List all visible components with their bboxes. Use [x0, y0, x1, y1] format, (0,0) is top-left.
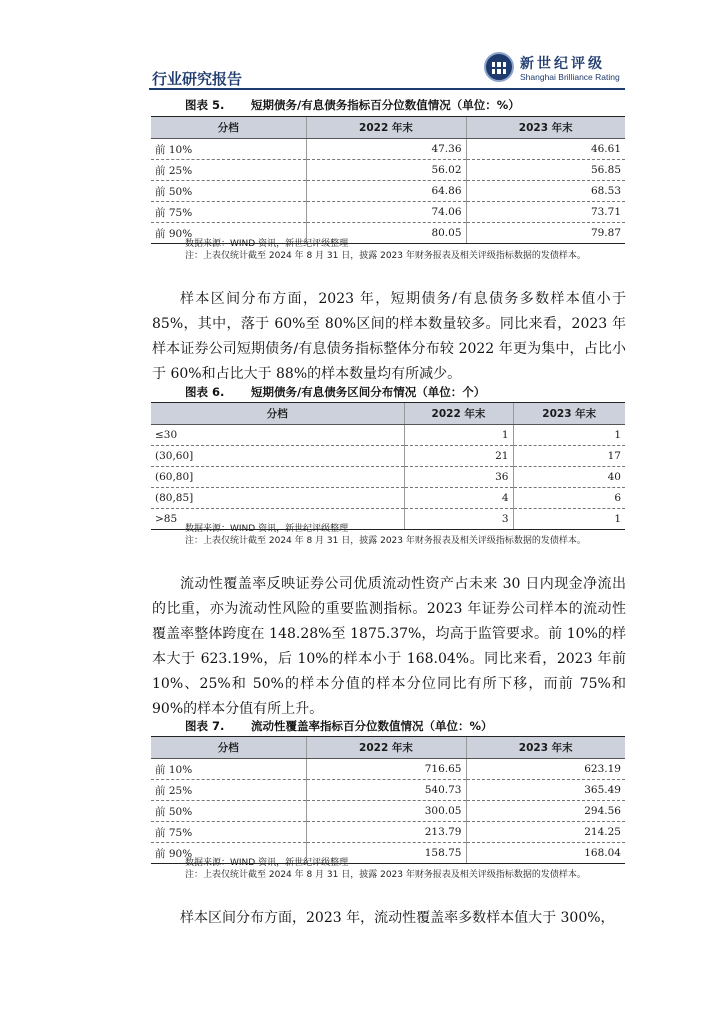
- row-label: 前 90%: [151, 843, 306, 864]
- column-header: 2023 年末: [466, 117, 625, 139]
- row-label: 前 10%: [151, 759, 306, 780]
- row-label: 前 75%: [151, 822, 306, 843]
- cell-2023: 365.49: [466, 780, 625, 801]
- table-row: [151, 202, 625, 223]
- figure-5-title: 短期债务/有息债务指标百分位数值情况（单位：%）: [251, 98, 520, 112]
- cell-2022: 64.86: [306, 181, 466, 202]
- cell-2023: 68.53: [466, 181, 625, 202]
- cell-2022: 36: [404, 467, 513, 488]
- column-header: 2023 年末: [513, 403, 625, 425]
- cell-2023: 623.19: [466, 759, 625, 780]
- cell-2023: 40: [513, 467, 625, 488]
- figure-7-number: 图表 7.: [185, 719, 225, 733]
- figure-5-caption: [185, 97, 520, 113]
- figure-5-source: 数据来源：WIND 资讯，新世纪评级整理: [185, 239, 349, 249]
- column-header: 分档: [151, 737, 306, 759]
- figure-6-title: 短期债务/有息债务区间分布情况（单位：个）: [251, 385, 486, 399]
- figure-5-notes: [185, 238, 625, 262]
- cell-2022: 540.73: [306, 780, 466, 801]
- body-paragraph-1: 样本区间分布方面，2023 年，短期债务/有息债务多数样本值小于 85%，其中，落于 60%至 80%区间的样本数量较多。同比来看，2023 年样本证券公司短期债务/有息债务指标整体分布较 2022 年更为集中，占比小于 60%和占比大于 88%的样本数量均有所减少。: [152, 291, 626, 382]
- figure-6-caption: [185, 384, 485, 400]
- row-label: 前 25%: [151, 780, 306, 801]
- table-row: [151, 759, 625, 780]
- table-row: [151, 446, 625, 467]
- body-paragraph-3: 样本区间分布方面，2023 年，流动性覆盖率多数样本值大于 300%，: [180, 910, 615, 926]
- row-label: 前 90%: [151, 223, 306, 244]
- row-label: 前 25%: [151, 160, 306, 181]
- report-header-title: 行业研究报告: [152, 70, 243, 88]
- figure-7-notes: [185, 857, 625, 881]
- cell-2023: 1: [513, 509, 625, 530]
- figure-7-title: 流动性覆盖率指标百分位数值情况（单位：%）: [251, 719, 493, 733]
- figure-7-source: 数据来源：WIND 资讯，新世纪评级整理: [185, 858, 349, 868]
- cell-2023: 73.71: [466, 202, 625, 223]
- cell-2022: 3: [404, 509, 513, 530]
- table-row: [151, 181, 625, 202]
- figure-7-caption: [185, 718, 493, 734]
- figure-6-table: [151, 402, 625, 530]
- logo-english-name: Shanghai Brilliance Rating: [520, 72, 620, 82]
- row-label: 前 50%: [151, 801, 306, 822]
- column-header: 2023 年末: [466, 737, 625, 759]
- cell-2022: 300.05: [306, 801, 466, 822]
- cell-2023: 6: [513, 488, 625, 509]
- logo-emblem-icon: [484, 52, 514, 82]
- table-header-row: [151, 117, 625, 139]
- row-label: >85: [151, 509, 404, 530]
- figure-5-table: [151, 116, 625, 244]
- table-row: [151, 425, 625, 446]
- cell-2022: 158.75: [306, 843, 466, 864]
- column-header: 分档: [151, 403, 404, 425]
- cell-2022: 80.05: [306, 223, 466, 244]
- logo-chinese-name: 新世纪评级: [520, 56, 605, 72]
- cell-2023: 214.25: [466, 822, 625, 843]
- cell-2022: 21: [404, 446, 513, 467]
- row-label: (30,60]: [151, 446, 404, 467]
- table-row: [151, 160, 625, 181]
- column-header: 2022 年末: [306, 117, 466, 139]
- table-header-row: [151, 403, 625, 425]
- cell-2023: 56.85: [466, 160, 625, 181]
- cell-2022: 56.02: [306, 160, 466, 181]
- table-row: [151, 467, 625, 488]
- brand-logo: [484, 52, 624, 86]
- row-label: 前 50%: [151, 181, 306, 202]
- figure-6-source: 数据来源：WIND 资讯，新世纪评级整理: [185, 524, 349, 534]
- cell-2022: 716.65: [306, 759, 466, 780]
- table-row: [151, 780, 625, 801]
- cell-2022: 74.06: [306, 202, 466, 223]
- cell-2022: 47.36: [306, 139, 466, 160]
- cell-2022: 1: [404, 425, 513, 446]
- figure-7-table: [151, 736, 625, 864]
- column-header: 2022 年末: [306, 737, 466, 759]
- figure-6-number: 图表 6.: [185, 385, 225, 399]
- cell-2022: 4: [404, 488, 513, 509]
- figure-5-number: 图表 5.: [185, 98, 225, 112]
- row-label: 前 10%: [151, 139, 306, 160]
- figure-5-footnote: 注：上表仅统计截至 2024 年 8 月 31 日，披露 2023 年财务报表及相关评级指标数据的发债样本。: [185, 251, 586, 261]
- row-label: (60,80]: [151, 467, 404, 488]
- figure-7-footnote: 注：上表仅统计截至 2024 年 8 月 31 日，披露 2023 年财务报表及相关评级指标数据的发债样本。: [185, 870, 586, 880]
- cell-2022: 213.79: [306, 822, 466, 843]
- row-label: 前 75%: [151, 202, 306, 223]
- table-row: [151, 822, 625, 843]
- row-label: ≤30: [151, 425, 404, 446]
- table-row: [151, 801, 625, 822]
- cell-2023: 79.87: [466, 223, 625, 244]
- figure-6-footnote: 注：上表仅统计截至 2024 年 8 月 31 日，披露 2023 年财务报表及相关评级指标数据的发债样本。: [185, 536, 586, 546]
- table-row: [151, 139, 625, 160]
- table-row: [151, 488, 625, 509]
- cell-2023: 17: [513, 446, 625, 467]
- header-divider: [149, 88, 625, 90]
- cell-2023: 294.56: [466, 801, 625, 822]
- figure-6-notes: [185, 523, 625, 547]
- cell-2023: 168.04: [466, 843, 625, 864]
- column-header: 2022 年末: [404, 403, 513, 425]
- body-paragraph-2: 流动性覆盖率反映证券公司优质流动性资产占未来 30 日内现金净流出的比重，亦为流动性风险的重要监测指标。2023 年证券公司样本的流动性覆盖率整体跨度在 148.28%至 1875.37%，均高于监管要求。前 10%的样本大于 623.19%，后 10%的样本小于 168.04%。同比来看，2023 年前 10%、25%和 50%的样本分值的样本分位同比有所下移，而前 75%和 90%的样本分值有所上升。: [152, 576, 626, 717]
- row-label: (80,85]: [151, 488, 404, 509]
- cell-2023: 1: [513, 425, 625, 446]
- column-header: 分档: [151, 117, 306, 139]
- cell-2023: 46.61: [466, 139, 625, 160]
- table-header-row: [151, 737, 625, 759]
